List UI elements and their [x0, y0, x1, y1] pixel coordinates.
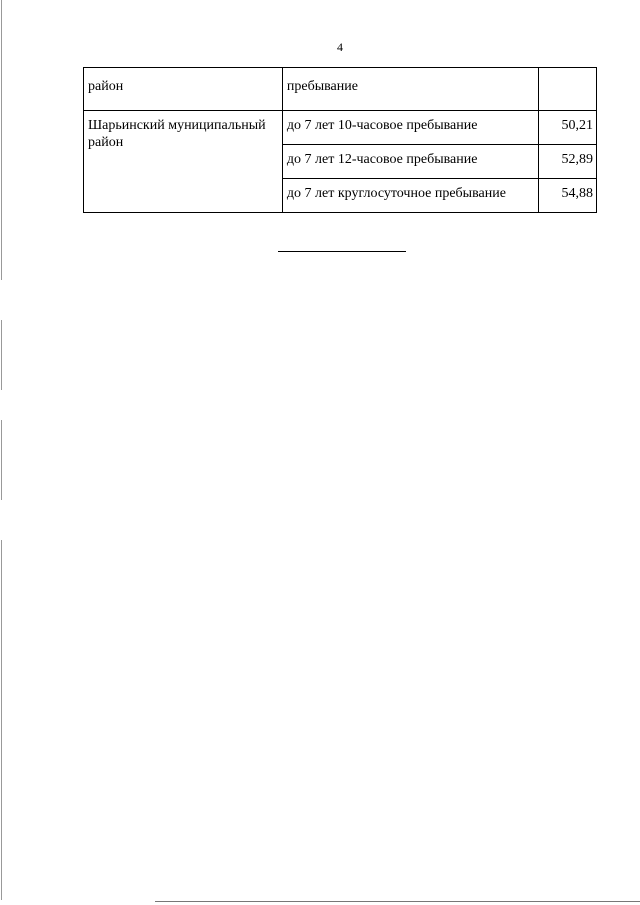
scan-edge-mark [1, 420, 2, 500]
scan-edge-mark [1, 0, 2, 280]
table-row [84, 68, 597, 111]
table-cell-value: 52,89 [539, 145, 597, 179]
table-cell-stay: до 7 лет 12-часовое пребывание [282, 145, 539, 179]
scan-bottom-edge [155, 901, 640, 902]
rates-table [83, 67, 597, 213]
table-cell-value: 54,88 [539, 179, 597, 213]
table-cell-value: 50,21 [539, 111, 597, 145]
table-cell-stay-header: пребывание [282, 68, 539, 111]
page-number: 4 [337, 40, 343, 54]
table-cell-stay: до 7 лет круглосуточное пребывание [282, 179, 539, 213]
table-cell-value-header [539, 68, 597, 111]
table-row [84, 111, 597, 145]
separator-line [278, 251, 406, 252]
scan-edge-mark [1, 320, 2, 390]
table-cell-district-name: Шарьинский муниципальный район [84, 111, 283, 213]
scan-edge-mark [1, 540, 2, 900]
table-cell-district-header: район [84, 68, 283, 111]
table-cell-stay: до 7 лет 10-часовое пребывание [282, 111, 539, 145]
